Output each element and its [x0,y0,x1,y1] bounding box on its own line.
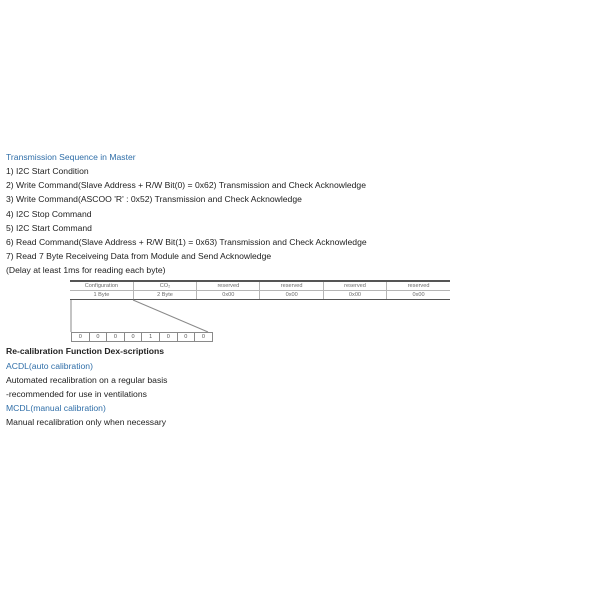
mcdl-description-1: Manual recalibration only when necessary [6,417,167,427]
byte-header-reserved-4: reserved [387,281,450,291]
bit-cell: 1 [141,332,159,342]
acdl-description-2: -recommended for use in ventilations [6,389,147,399]
bit-cell: 0 [194,332,213,342]
sequence-step-2: 2) Write Command(Slave Address + R/W Bit(0) = 0x62) Transmission and Check Acknowledge [6,180,366,190]
sequence-step-5: 5) I2C Start Command [6,223,92,233]
byte-value-configuration: 1 Byte [70,291,133,300]
sequence-step-6: 6) Read Command(Slave Address + R/W Bit(1) = 0x63) Transmission and Check Acknowledge [6,237,367,247]
sequence-step-3: 3) Write Command(ASCOO 'R' : 0x52) Transmission and Check Acknowledge [6,194,302,204]
byte-value-reserved-3: 0x00 [323,291,386,300]
byte-value-reserved-1: 0x00 [197,291,260,300]
byte-header-configuration: Configuration [70,281,133,291]
bit-cell: 0 [177,332,195,342]
byte-value-reserved-4: 0x00 [387,291,450,300]
mcdl-title: MCDL(manual calibration) [6,403,106,413]
recalibration-title: Re-calibration Function Dex-scriptions [6,346,165,356]
bit-cell: 0 [89,332,107,342]
bit-cell: 0 [159,332,177,342]
acdl-title: ACDL(auto calibration) [6,361,93,371]
byte-header-reserved-1: reserved [197,281,260,291]
configuration-bits [71,332,213,342]
byte-header-reserved-3: reserved [323,281,386,291]
sequence-title: Transmission Sequence in Master [6,152,136,162]
byte-header-co2: CO₂ [133,281,196,291]
byte-value-co2: 2 Byte [133,291,196,300]
sequence-delay-note: (Delay at least 1ms for reading each byte) [6,265,166,275]
bit-cell: 0 [106,332,124,342]
bit-cell: 0 [71,332,89,342]
sequence-step-7: 7) Read 7 Byte Receiveing Data from Module and Send Acknowledge [6,251,272,261]
byte-header-reserved-2: reserved [260,281,323,291]
bit-cell: 0 [124,332,142,342]
connector-right-line [133,300,208,332]
sequence-step-1: 1) I2C Start Condition [6,166,89,176]
sequence-step-4: 4) I2C Stop Command [6,209,92,219]
byte-value-reserved-2: 0x00 [260,291,323,300]
acdl-description-1: Automated recalibration on a regular basis [6,375,168,385]
